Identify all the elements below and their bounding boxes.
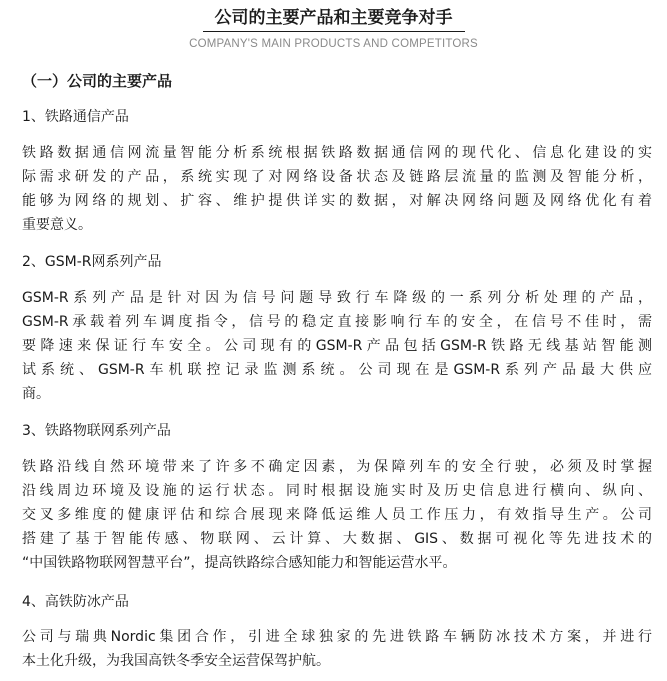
paragraph-line: “中国铁路物联网智慧平台”，提高铁路综合感知能力和智能运营水平。 [22, 555, 457, 571]
paragraph-line: 商。 [22, 386, 50, 402]
page-title-text: 公司的主要产品和主要竞争对手 [203, 6, 465, 32]
paragraph-line: GSM-R承载着列车调度指令，信号的稳定直接影响行车的安全，在信号不佳时，需 [22, 314, 652, 330]
item-4-paragraph [22, 625, 652, 673]
item-1-title: 1、铁路通信产品 [22, 109, 129, 125]
paragraph-line: 要降速来保证行车安全。公司现有的GSM-R产品包括GSM-R铁路无线基站智能测 [22, 338, 652, 354]
item-3-paragraph [22, 455, 652, 575]
paragraph-line: 铁路沿线自然环境带来了许多不确定因素，为保障列车的安全行驶，必须及时掌握 [22, 459, 652, 475]
page-subtitle: COMPANY'S MAIN PRODUCTS AND COMPETITORS [189, 38, 478, 50]
page-title [0, 6, 667, 32]
paragraph-line: 交叉多维度的健康评估和综合展现来降低运维人员工作压力，有效指导生产。公司 [22, 507, 652, 523]
paragraph-line: 铁路数据通信网流量智能分析系统根据铁路数据通信网的现代化、信息化建设的实 [22, 145, 652, 161]
paragraph-line: 能够为网络的规划、扩容、维护提供详实的数据，对解决网络问题及网络优化有着 [22, 193, 652, 209]
section-heading: （一）公司的主要产品 [22, 72, 173, 90]
paragraph-line: 搭建了基于智能传感、物联网、云计算、大数据、GIS、数据可视化等先进技术的 [22, 531, 652, 547]
item-2-title: 2、GSM-R网系列产品 [22, 254, 162, 270]
paragraph-line: 际需求研发的产品，系统实现了对网络设备状态及链路层流量的监测及智能分析， [22, 169, 652, 185]
item-3-title: 3、铁路物联网系列产品 [22, 423, 171, 439]
paragraph-line: 试系统、GSM-R车机联控记录监测系统。公司现在是GSM-R系列产品最大供应 [22, 362, 652, 378]
item-4-title: 4、高铁防冰产品 [22, 594, 129, 610]
item-2-paragraph [22, 286, 652, 406]
paragraph-line: GSM-R系列产品是针对因为信号问题导致行车降级的一系列分析处理的产品， [22, 290, 652, 306]
item-1-paragraph [22, 141, 652, 237]
paragraph-line: 重要意义。 [22, 217, 92, 233]
paragraph-line: 公司与瑞典Nordic集团合作，引进全球独家的先进铁路车辆防冰技术方案，并进行 [22, 629, 652, 645]
paragraph-line: 沿线周边环境及设施的运行状态。同时根据设施实时及历史信息进行横向、纵向、 [22, 483, 652, 499]
paragraph-line: 本土化升级，为我国高铁冬季安全运营保驾护航。 [22, 653, 330, 669]
